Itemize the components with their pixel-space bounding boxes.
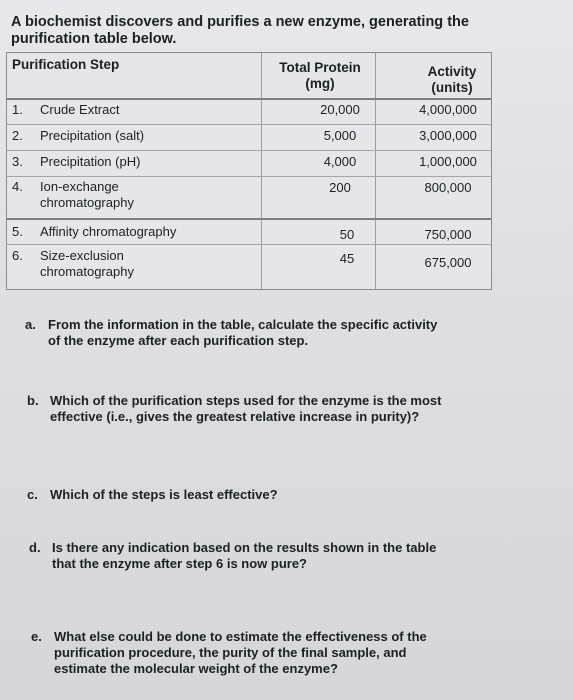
table-row-activity: 1,000,000 [419, 154, 477, 169]
header-total-protein [265, 60, 375, 92]
table-row-number: 4. [12, 179, 23, 194]
question-b [27, 393, 457, 433]
header-total-protein-unit: (mg) [305, 76, 335, 91]
table-row-activity: 750,000 [424, 227, 472, 242]
question-text [52, 540, 472, 572]
table-row-protein: 20,000 [320, 102, 360, 117]
table-row-step [40, 179, 134, 211]
table-row-number: 6. [12, 248, 23, 263]
table-row-activity: 800,000 [424, 180, 472, 195]
table-row-step: Crude Extract [40, 102, 120, 117]
question-line: Which of the steps is least effective? [50, 487, 278, 502]
row-divider [7, 176, 491, 177]
question-letter: d. [29, 540, 41, 555]
header-activity-label: Activity [427, 64, 477, 79]
question-letter: c. [27, 487, 38, 502]
question-text [54, 629, 474, 677]
column-divider [375, 53, 376, 289]
question-line: Is there any indication based on the results shown in the table [52, 540, 437, 555]
question-c [27, 487, 457, 507]
table-row-number: 1. [12, 102, 23, 117]
table-row-number: 5. [12, 224, 23, 239]
table-row-step: Precipitation (salt) [40, 128, 145, 143]
question-e [31, 629, 461, 685]
table-row-activity: 4,000,000 [419, 102, 477, 117]
question-d [29, 540, 459, 580]
row-divider [7, 244, 491, 245]
row-divider [7, 150, 491, 151]
question-line: effective (i.e., gives the greatest relative increase in purity)? [50, 409, 420, 424]
table-row-protein: 45 [339, 251, 355, 266]
question-line: that the enzyme after step 6 is now pure? [52, 556, 307, 571]
purification-table [6, 52, 492, 290]
question-letter: a. [25, 317, 36, 332]
table-row-step-line: chromatography [40, 264, 134, 279]
row-divider [7, 218, 491, 220]
question-letter: b. [27, 393, 39, 408]
header-divider [7, 98, 491, 100]
question-line: purification procedure, the purity of the final sample, and [54, 645, 407, 660]
table-row-protein: 4,000 [323, 154, 357, 169]
column-divider [261, 53, 262, 289]
question-a [25, 317, 455, 357]
question-line: From the information in the table, calculate the specific activity [48, 317, 438, 332]
problem-statement [11, 14, 471, 48]
table-row-activity: 675,000 [424, 255, 472, 270]
header-purification-step: Purification Step [12, 57, 120, 72]
table-row-number: 3. [12, 154, 23, 169]
table-row-step-line: Size-exclusion [40, 248, 124, 263]
question-text [50, 393, 470, 425]
header-total-protein-label: Total Protein [279, 60, 361, 75]
table-row-step-line: chromatography [40, 195, 134, 210]
question-letter: e. [31, 629, 42, 644]
question-line: What else could be done to estimate the effectiveness of the [54, 629, 427, 644]
table-row-activity: 3,000,000 [419, 128, 477, 143]
header-activity [407, 64, 497, 96]
table-row-step: Precipitation (pH) [40, 154, 141, 169]
table-row-number: 2. [12, 128, 23, 143]
table-row-step [40, 248, 134, 280]
problem-statement-line: purification table below. [11, 31, 177, 47]
table-row-protein: 200 [329, 180, 351, 195]
table-row-step-line: Ion-exchange [40, 179, 119, 194]
question-line: of the enzyme after each purification step. [48, 333, 309, 348]
header-activity-unit: (units) [431, 80, 473, 95]
problem-statement-line: A biochemist discovers and purifies a new enzyme, generating the [11, 14, 469, 30]
question-line: estimate the molecular weight of the enzyme? [54, 661, 338, 676]
row-divider [7, 124, 491, 125]
table-row-protein: 5,000 [323, 128, 357, 143]
question-line: Which of the purification steps used for the enzyme is the most [50, 393, 442, 408]
question-text [48, 317, 468, 349]
table-row-step: Affinity chromatography [40, 224, 177, 239]
table-row-protein: 50 [339, 227, 355, 242]
question-text [50, 487, 470, 503]
